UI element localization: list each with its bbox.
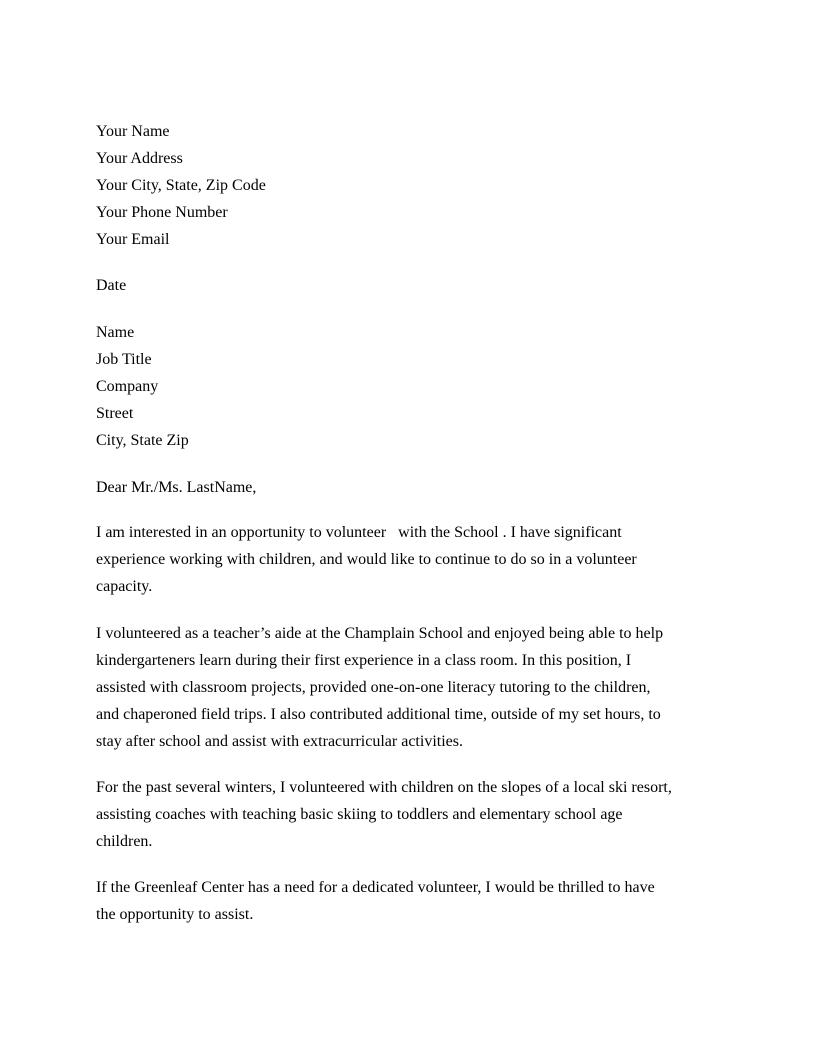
salutation: Dear Mr./Ms. LastName, (96, 479, 257, 496)
letter-date: Date (96, 277, 127, 294)
sender-city-state-zip: Your City, State, Zip Code (96, 177, 266, 194)
sender-address: Your Address (96, 150, 183, 167)
sender-email: Your Email (96, 231, 170, 248)
paragraph-line: the opportunity to assist. (96, 906, 254, 923)
paragraph-line: assisted with classroom projects, provided one-on-one literacy tutoring to the children, (96, 679, 651, 696)
recipient-name: Name (96, 324, 135, 341)
paragraph-line: If the Greenleaf Center has a need for a dedicated volunteer, I would be thrilled to have (96, 879, 655, 896)
recipient-street: Street (96, 405, 134, 422)
recipient-company: Company (96, 378, 159, 395)
paragraph-line: capacity. (96, 578, 153, 595)
recipient-city-state-zip: City, State Zip (96, 432, 189, 449)
paragraph-line: stay after school and assist with extracurricular activities. (96, 733, 463, 750)
recipient-job-title: Job Title (96, 351, 152, 368)
paragraph-line: I am interested in an opportunity to volunteer with the School . I have significant (96, 524, 622, 541)
paragraph-line: experience working with children, and would like to continue to do so in a volunteer (96, 551, 637, 568)
paragraph-line: For the past several winters, I volunteered with children on the slopes of a local ski resort, (96, 779, 672, 796)
paragraph-line: and chaperoned field trips. I also contributed additional time, outside of my set hours, to (96, 706, 661, 723)
sender-phone: Your Phone Number (96, 204, 228, 221)
sender-name: Your Name (96, 123, 170, 140)
paragraph-line: children. (96, 833, 153, 850)
paragraph-line: assisting coaches with teaching basic skiing to toddlers and elementary school age (96, 806, 623, 823)
paragraph-line: kindergarteners learn during their first experience in a class room. In this position, I (96, 652, 632, 669)
paragraph-line: I volunteered as a teacher’s aide at the Champlain School and enjoyed being able to help (96, 625, 664, 642)
